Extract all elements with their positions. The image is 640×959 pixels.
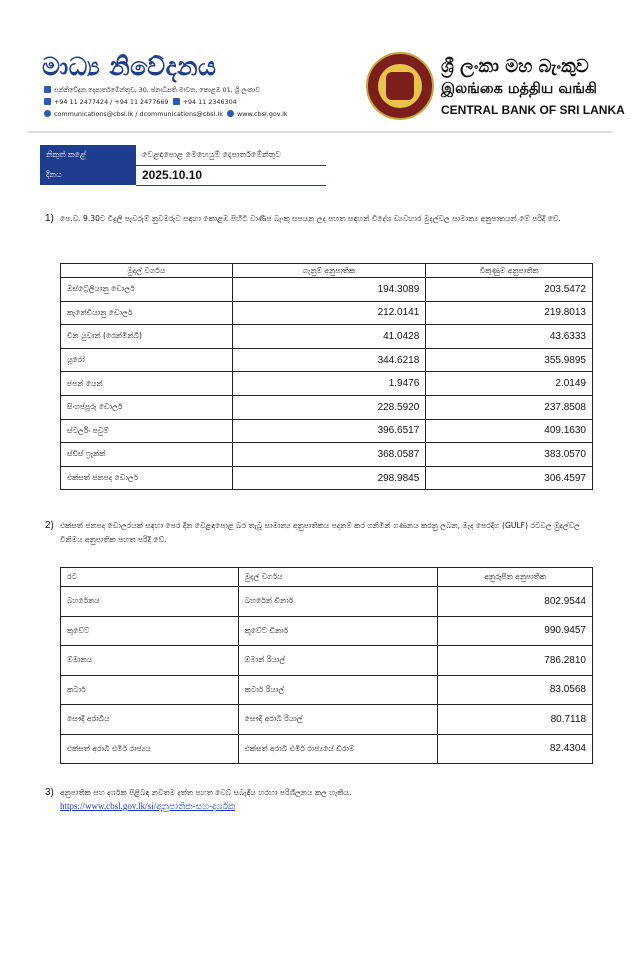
table-row — [61, 395, 593, 419]
section-3-number: 3) — [45, 787, 54, 798]
table-row — [61, 466, 593, 490]
currency-name: සෞදි අරාබි රියාල් — [238, 705, 438, 735]
section-3-text: අනුපාතික සහ දර්ශක පිළිබඳ නවතම දත්ත පහත වෙබ් සබැඳිය හරහා පරිශීලනය කල හැකිය. — [60, 788, 352, 797]
table-row — [61, 734, 593, 764]
country-name: සෞදි අරාබිය — [61, 705, 239, 735]
country-name: එක්සත් අරාබි එමීර් රාජ්‍යය — [61, 734, 239, 764]
table-row — [61, 419, 593, 443]
table-row — [61, 348, 593, 372]
web-link[interactable]: www.cbsl.gov.lk — [237, 110, 288, 118]
date-value: 2025.10.10 — [136, 165, 326, 185]
table-row — [61, 325, 593, 349]
cross-rate: 802.9544 — [438, 587, 593, 617]
table-row — [61, 278, 593, 302]
cross-rate: 80.7118 — [438, 705, 593, 735]
selling-rate: 355.9895 — [426, 348, 593, 372]
lion-emblem-icon — [386, 72, 414, 100]
buying-rate: 41.0428 — [232, 325, 426, 349]
currency-name: එක්සත් අරාබි එමීර් රාජ්‍යයේ ඩිරාම් — [238, 734, 438, 764]
issued-by-value: වෙළඳපොළ මෙහෙයුම් දෙපාර්තමේන්තුව — [136, 145, 326, 165]
issued-by-row — [40, 145, 326, 165]
currency-name: කැනේඩියානු ඩොලර් — [61, 301, 233, 325]
selling-rate: 306.4597 — [426, 466, 593, 490]
currency-name: බහරේන් ඩිනාර් — [238, 587, 438, 617]
currency-name: කුවේට් ඩිනාර් — [238, 616, 438, 646]
exchange-rates-table — [60, 263, 593, 490]
column-header-currency: මුදල් වර්ගය — [61, 264, 233, 278]
cross-rate: 82.4304 — [438, 734, 593, 764]
table-row — [61, 372, 593, 396]
header-divider — [28, 131, 612, 133]
currency-name: ජපන් යෙන් — [61, 372, 233, 396]
buying-rate: 194.3089 — [232, 278, 426, 302]
bank-name-tamil: இலங்கை மத்திய வங்கி — [441, 81, 597, 97]
country-name: කටාර් — [61, 675, 239, 705]
currency-name: චීන යුවාන් (රෙන්මින්බි) — [61, 325, 233, 349]
cross-rate: 83.0568 — [438, 675, 593, 705]
section-2-paragraph — [45, 519, 600, 547]
currency-name: ස්ටර්ලිං පවුම් — [61, 419, 233, 443]
currency-name: කටාර් රියාල් — [238, 675, 438, 705]
section-1-paragraph — [45, 212, 600, 226]
buying-rate: 344.6218 — [232, 348, 426, 372]
country-name: කුවේට් — [61, 616, 239, 646]
buying-rate: 298.9845 — [232, 466, 426, 490]
cross-rate: 786.2810 — [438, 646, 593, 676]
column-header-buying-rate: ගැනුම් අනුපාතික — [232, 264, 426, 278]
bank-name-english: CENTRAL BANK OF SRI LANKA — [441, 103, 625, 117]
selling-rate: 2.0149 — [426, 372, 593, 396]
column-header-cross-rate: අනුරූපිත අනුපාතික — [438, 568, 593, 587]
selling-rate: 203.5472 — [426, 278, 593, 302]
selling-rate: 219.8013 — [426, 301, 593, 325]
contact-phone-fax: +94 11 2477424 / +94 11 2477669 +94 11 2346304 — [44, 98, 237, 106]
letterhead — [0, 0, 640, 135]
table-header-row — [61, 568, 593, 587]
currency-name: සිංගප්පූරු ඩොලර් — [61, 395, 233, 419]
table-row — [61, 587, 593, 617]
cross-rate: 990.9457 — [438, 616, 593, 646]
fax-icon — [173, 98, 180, 105]
date-label: දිනය — [40, 165, 136, 185]
table-row — [61, 705, 593, 735]
release-meta-table — [40, 145, 326, 186]
section-2-text: එක්සත් ජනපද ඩොලරයක් සඳහා පෙර දින වෙළඳපොළ බර තැබූ සාමාන්‍ය අනුපාතිකය පදනම් කර ගනිමින් ගණනය කරනු ලබන, මැද පෙරදිග (GULF) රටවල මුදල්වල විනිමය අනුපාතික පහත පරිදි වේ. — [60, 521, 580, 544]
section-1-text: පෙ.ව. 9.30ට විදුලි පැවරුම් නුවමරුව සඳහා කොළඹ පිහිටි වාණිජ බැංකු සපයන ලද පහත සඳහන් විදේශ ව්‍යවහාර මුදල්වල සාමාන්‍ය අනුපාතයන් මේ පරිදි වේ. — [60, 214, 561, 223]
currency-name: යූරෝ — [61, 348, 233, 372]
selling-rate: 409.1630 — [426, 419, 593, 443]
section-2-number: 2) — [45, 520, 54, 531]
buying-rate: 1.9476 — [232, 372, 426, 396]
table-row — [61, 301, 593, 325]
country-name: ඕමානය — [61, 646, 239, 676]
contact-address: සන්නිවේදන දෙපාර්තමේන්තුව, 30, ජනාධිපති මාවත, කොළඹ 01, ශ්‍රී ලංකාව — [44, 86, 260, 95]
column-header-country: රට — [61, 568, 239, 587]
table-row — [61, 616, 593, 646]
table-row — [61, 646, 593, 676]
currency-name: ඔස්ට්‍රේලියානු ඩොලර් — [61, 278, 233, 302]
buying-rate: 368.0587 — [232, 443, 426, 467]
selling-rate: 43.6333 — [426, 325, 593, 349]
column-header-selling-rate: විකුණුම් අනුපාතික — [426, 264, 593, 278]
phone-icon — [44, 98, 51, 105]
buying-rate: 228.5920 — [232, 395, 426, 419]
contact-email-web — [44, 110, 288, 118]
section-1-number: 1) — [45, 213, 54, 224]
selling-rate: 237.8508 — [426, 395, 593, 419]
email-link[interactable]: communications@cbsl.lk / dcommunications@cbsl.lk — [54, 110, 223, 118]
issued-by-label: නිකුත් කළේ — [40, 145, 136, 165]
date-row — [40, 165, 326, 185]
buying-rate: 212.0141 — [232, 301, 426, 325]
web-icon — [227, 110, 234, 117]
buying-rate: 396.6517 — [232, 419, 426, 443]
currency-name: ඕමාන් රියාල් — [238, 646, 438, 676]
bank-name-sinhala: ශ්‍රී ලංකා මහ බැංකුව — [441, 56, 589, 77]
currency-name: එක්සත් ජනපද ඩොලර් — [61, 466, 233, 490]
email-icon — [44, 110, 51, 117]
section-3-paragraph — [45, 786, 600, 800]
table-row — [61, 675, 593, 705]
bank-seal-icon — [366, 52, 434, 120]
rates-and-indicators-link[interactable]: https://www.cbsl.gov.lk/si/අනුපාතික-සහ-දර්ශක — [60, 801, 236, 811]
table-header-row — [61, 264, 593, 278]
country-name: බහරේනය — [61, 587, 239, 617]
currency-name: ස්විස් ෆ්‍රෑන්ක් — [61, 443, 233, 467]
table-row — [61, 443, 593, 467]
column-header-currency: මුදල් වර්ගය — [238, 568, 438, 587]
selling-rate: 383.0570 — [426, 443, 593, 467]
address-icon — [44, 86, 51, 93]
press-release-title: මාධ්‍ය නිවේදනය — [42, 52, 217, 81]
gulf-rates-table — [60, 567, 593, 764]
